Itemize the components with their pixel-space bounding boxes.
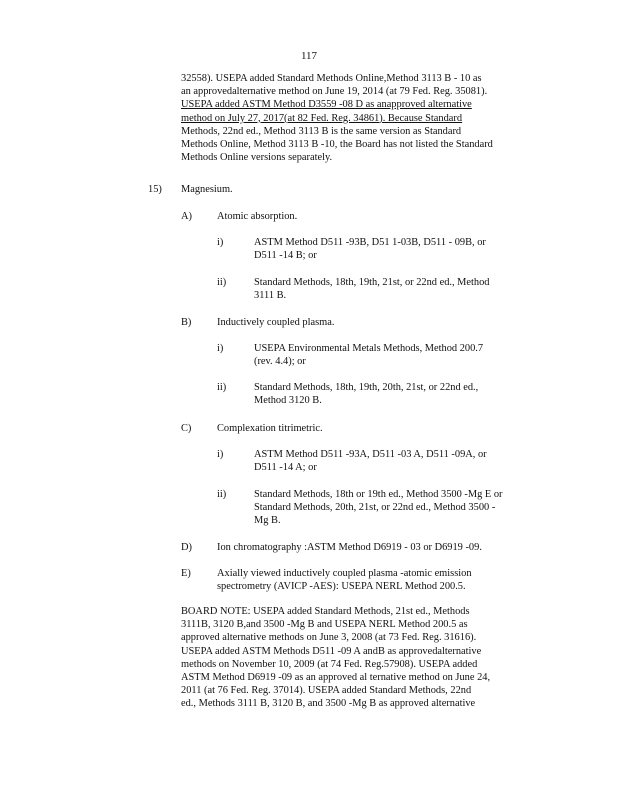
item-line: (rev. 4.4); or xyxy=(254,356,306,368)
board-note-line: approved alternative methods on June 3, 2008 (at 73 Fed. Reg. 31616). xyxy=(181,632,477,644)
subsection-title: Inductively coupled plasma. xyxy=(217,317,335,328)
intro-line: 32558). USEPA added Standard Methods Online,Method 3113 B - 10 as xyxy=(181,73,482,84)
page-number: 117 xyxy=(300,50,318,62)
item-text xyxy=(254,381,534,407)
item-numeral: i) xyxy=(217,237,224,248)
intro-paragraph xyxy=(181,72,533,164)
subsection-title: Atomic absorption. xyxy=(217,211,298,222)
intro-line: Methods Online, Method 3113 B -10, the Board has not listed the Standard xyxy=(181,139,493,151)
subsection-letter: D) xyxy=(181,542,192,553)
item-text xyxy=(254,342,534,368)
board-note-line: methods on November 10, 2009 (at 74 Fed. Reg.57908). USEPA added xyxy=(181,658,478,670)
subsection-title: Complexation titrimetric. xyxy=(217,423,323,434)
item-line: Mg B. xyxy=(254,515,281,527)
subsection-line: spectrometry (AVICP -AES): USEPA NERL Method 200.5. xyxy=(217,581,466,593)
section-title: Magnesium. xyxy=(181,184,233,195)
item-line: Standard Methods, 20th, 21st, or 22nd ed., Method 3500 - xyxy=(254,502,496,514)
item-numeral: ii) xyxy=(217,489,227,500)
item-line: ASTM Method D511 -93B, D51 1-03B, D511 - 09B, or xyxy=(254,237,486,248)
intro-line-underlined: method on July 27, 2017(at 82 Fed. Reg. 34861). Because Standard xyxy=(181,112,463,124)
item-line: USEPA Environmental Metals Methods, Method 200.7 xyxy=(254,343,484,354)
item-text xyxy=(254,236,534,262)
item-line: D511 -14 B; or xyxy=(254,250,317,262)
item-numeral: ii) xyxy=(217,382,227,393)
item-numeral: ii) xyxy=(217,277,227,288)
board-note-line: ed., Methods 3111 B, 3120 B, and 3500 -Mg B as approved alternative xyxy=(181,698,476,710)
item-text xyxy=(254,276,534,302)
board-note-line: 2011 (at 76 Fed. Reg. 37014). USEPA added Standard Methods, 22nd xyxy=(181,685,472,697)
board-note xyxy=(181,605,533,711)
subsection-line: Ion chromatography :ASTM Method D6919 - 03 or D6919 -09. xyxy=(217,542,482,553)
item-numeral: i) xyxy=(217,449,224,460)
item-line: Standard Methods, 18th, 19th, 21st, or 22nd ed., Method xyxy=(254,277,490,288)
subsection-text xyxy=(217,567,537,593)
item-line: Method 3120 B. xyxy=(254,395,322,407)
item-line: Standard Methods, 18th, 19th, 20th, 21st, or 22nd ed., xyxy=(254,382,479,393)
section-number: 15) xyxy=(148,184,162,195)
subsection-letter: B) xyxy=(181,317,192,328)
board-note-line: USEPA added ASTM Methods D511 -09 A andB as approvedalternative xyxy=(181,645,482,657)
board-note-line: 3111B, 3120 B,and 3500 -Mg B and USEPA NERL Method 200.5 as xyxy=(181,619,468,631)
item-text xyxy=(254,488,539,528)
intro-line-underlined: USEPA added ASTM Method D3559 -08 D as anapproved alternative xyxy=(181,99,472,111)
item-numeral: i) xyxy=(217,343,224,354)
item-line: Standard Methods, 18th or 19th ed., Method 3500 -Mg E or xyxy=(254,489,503,500)
subsection-letter: E) xyxy=(181,568,191,579)
item-text xyxy=(254,448,539,474)
intro-line: Methods Online versions separately. xyxy=(181,152,333,164)
subsection-line: Axially viewed inductively coupled plasma -atomic emission xyxy=(217,568,472,579)
intro-line: an approvedalternative method on June 19, 2014 (at 79 Fed. Reg. 35081). xyxy=(181,86,488,98)
intro-line: Methods, 22nd ed., Method 3113 B is the same version as Standard xyxy=(181,125,462,137)
item-line: D511 -14 A; or xyxy=(254,462,317,474)
board-note-line: BOARD NOTE: USEPA added Standard Methods, 21st ed., Methods xyxy=(181,606,470,617)
subsection-letter: A) xyxy=(181,211,192,222)
subsection-text xyxy=(217,541,537,554)
item-line: 3111 B. xyxy=(254,290,287,302)
subsection-letter: C) xyxy=(181,423,192,434)
board-note-line: ASTM Method D6919 -09 as an approved al ternative method on June 24, xyxy=(181,672,491,684)
item-line: ASTM Method D511 -93A, D511 -03 A, D511 -09A, or xyxy=(254,449,487,460)
